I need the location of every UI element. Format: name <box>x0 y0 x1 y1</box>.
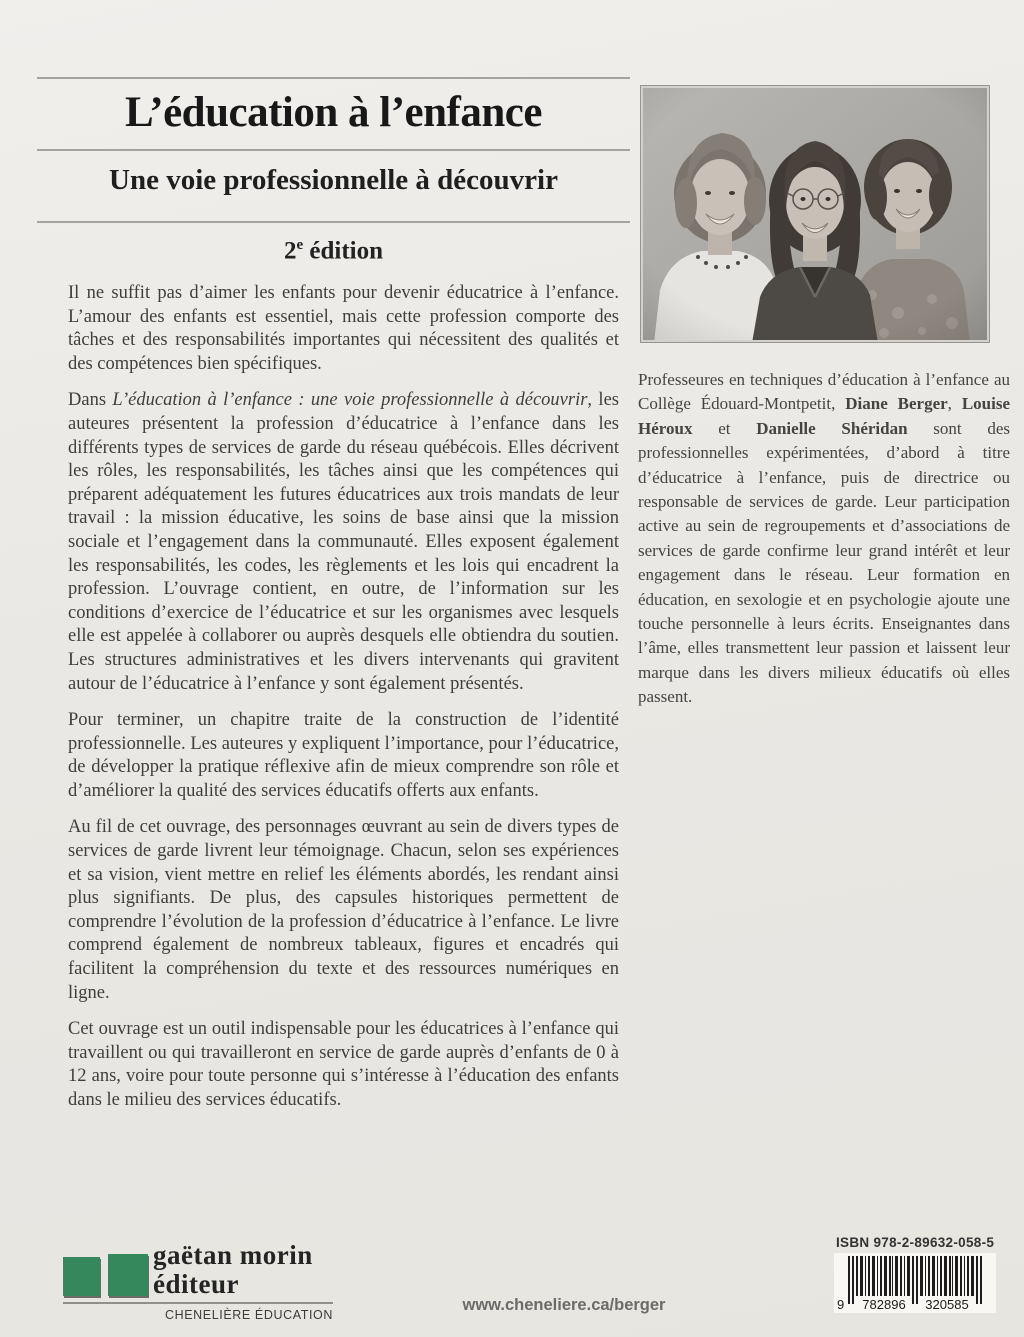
isbn-label: ISBN 978-2-89632-058-5 <box>836 1235 995 1250</box>
publisher-name <box>153 1241 313 1299</box>
barcode-digit-left: 9 <box>837 1297 845 1312</box>
rule-below-subtitle <box>37 221 630 223</box>
edition-number: 2 <box>283 237 297 265</box>
rule-above-title <box>37 77 630 79</box>
barcode-digits-group1: 782896 <box>862 1297 906 1312</box>
edition-label <box>37 237 630 265</box>
publisher-imprint: CHENELIÈRE ÉDUCATION <box>164 1308 333 1322</box>
website-url: www.cheneliere.ca/berger <box>462 1296 666 1314</box>
synopsis <box>68 282 619 1126</box>
book-subtitle: Une voie professionnelle à découvrir <box>109 164 558 196</box>
edition-word: édition <box>303 237 384 265</box>
book-title: L’éducation à l’enfance <box>125 89 542 136</box>
publisher-logo-square-2 <box>108 1254 148 1296</box>
publisher-name-line1: gaëtan morin <box>153 1240 313 1270</box>
authors-biography: Professeures en techniques d’éducation à l’enfance au Collège Édouard-Montpetit, Diane Berger, Louise Héroux et Danielle Shéridan sont des professionnelles expérimentées, d’abord à titre d’éducatrice à l’enfance, puis de directrice ou responsable de services de garde. Leur participation active au sein de regroupements et d’associations de services de garde confirme leur grand intérêt et leur engagement dans le réseau. Leur formation en éducation, en sexologie et en psychologie ajoute une touche personnelle à leurs écrits. Enseignantes dans l’âme, elles transmettent leur passion et laissent leur marque dans les divers milieux éducatifs où elles passent. <box>638 370 1010 707</box>
barcode <box>834 1253 996 1313</box>
edition-ordinal-suffix: e <box>296 237 304 253</box>
rule-below-title <box>37 149 630 151</box>
authors-photo <box>640 85 990 343</box>
barcode-digits-group2: 320585 <box>925 1297 969 1312</box>
synopsis-paragraph-5: Cet ouvrage est un outil indispensable pour les éducatrices à l’enfance qui travaillent ou qui travailleront en service de garde auprès d’enfants de 0 à 12 ans, voire pour toute personne qui s’intéresse à l’éducation des enfants dans le milieu des services éducatifs. <box>68 1019 619 1110</box>
barcode-graphic <box>834 1253 996 1313</box>
publisher-name-line2: éditeur <box>153 1269 239 1299</box>
authors-photo-graphic <box>640 85 990 343</box>
synopsis-paragraph-2: Dans L’éducation à l’enfance : une voie professionnelle à découvrir, les auteures présentent la profession d’éducatrice à l’enfance dans les différents types de services de garde du réseau québécois. Elles décrivent les rôles, les responsabilités, les tâches ainsi que les compétences qui préparent adéquatement les futures éducatrices aux trois mandats de leur travail : la mission éducative, les soins de base ainsi que la mission sociale et l’engagement dans la communauté. Elles exposent également les responsabilités, les codes, les règlements et les lois qui encadrent la profession. L’ouvrage contient, en outre, de l’information sur les conditions d’exercice de l’éducatrice et sur les organismes avec lesquels elle est appelée à collaborer ou auprès desquels elle obtiendra du soutien. Les structures administratives et les divers intervenants qui gravitent autour de l’éducatrice à l’enfance y sont également présentés. <box>68 390 619 694</box>
synopsis-paragraph-1: Il ne suffit pas d’aimer les enfants pour devenir éducatrice à l’enfance. L’amour des enfants est essentiel, mais cette profession comporte des tâches et des responsabilités importantes qui nécessitent des qualités et des compétences bien spécifiques. <box>68 283 619 374</box>
publisher-logo-square-1 <box>63 1257 100 1296</box>
synopsis-paragraph-4: Au fil de cet ouvrage, des personnages œuvrant au sein de divers types de services de garde livrent leur témoignage. Chacun, selon ses expériences et sa vision, vient mettre en relief les éléments abordés, les rendant ainsi plus signifiants. De plus, des capsules historiques permettent de comprendre l’évolution de la profession d’éducatrice à l’enfance. Le livre comprend également de nombreux tableaux, figures et encadrés qui facilitent la compréhension du texte et des ressources numériques en ligne. <box>68 817 619 1003</box>
publisher-rule <box>63 1302 333 1304</box>
synopsis-paragraph-3: Pour terminer, un chapitre traite de la construction de l’identité professionnelle. Les auteures y expliquent l’importance, pour l’éducatrice, de développer la pratique réflexive afin de mieux comprendre son rôle et d’améliorer la qualité des services éducatifs offerts aux enfants. <box>68 710 619 801</box>
